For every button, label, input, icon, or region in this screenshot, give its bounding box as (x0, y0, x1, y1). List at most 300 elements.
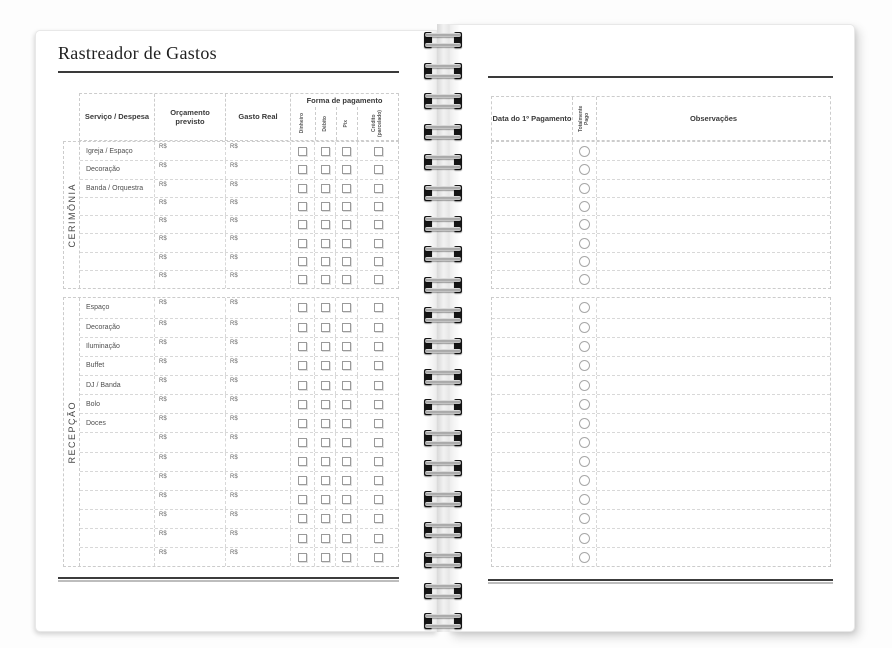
payment-cell-credito-parcelado (357, 548, 398, 566)
payment-checkbox-dinheiro[interactable] (298, 514, 307, 523)
fully-paid-radio[interactable] (579, 322, 590, 333)
budget-input[interactable] (154, 298, 225, 317)
payment-date-input[interactable] (492, 395, 572, 413)
payment-checkbox-dinheiro[interactable] (298, 303, 307, 312)
payment-checkbox-credito-parcelado[interactable] (374, 457, 383, 466)
payment-cell-credito-parcelado (357, 491, 398, 509)
notes-input[interactable] (596, 319, 830, 337)
ring-wire (425, 533, 461, 537)
table-row (80, 356, 398, 375)
payment-date-input[interactable] (492, 472, 572, 490)
payment-checkbox-credito-parcelado[interactable] (374, 361, 383, 370)
payment-checkbox-debito[interactable] (321, 257, 330, 266)
header-payment-pix (336, 107, 358, 140)
payment-checkbox-debito[interactable] (321, 165, 330, 174)
payment-cell-credito-parcelado (357, 510, 398, 528)
currency-prefix: R$ (230, 218, 238, 225)
header-fully-paid (572, 97, 596, 140)
ring-wire (425, 43, 461, 47)
payment-cell-debito (314, 338, 335, 356)
fully-paid-radio[interactable] (579, 219, 590, 230)
payment-checkbox-pix[interactable] (342, 438, 351, 447)
payment-checkbox-debito[interactable] (321, 184, 330, 193)
actual-expense-input[interactable] (225, 414, 290, 432)
budget-input[interactable] (154, 510, 225, 528)
payment-checkbox-debito[interactable] (321, 534, 330, 543)
actual-expense-input[interactable] (225, 161, 290, 178)
ring-wire (425, 370, 461, 374)
fully-paid-radio[interactable] (579, 475, 590, 486)
payment-checkbox-credito-parcelado[interactable] (374, 147, 383, 156)
payment-checkbox-dinheiro[interactable] (298, 495, 307, 504)
budget-input[interactable] (154, 414, 225, 432)
header-notes: Observações (596, 97, 830, 140)
payment-checkbox-dinheiro[interactable] (298, 342, 307, 351)
payment-cell-debito (314, 271, 335, 288)
table-row (80, 432, 398, 451)
payment-cell-dinheiro (290, 453, 314, 471)
budget-input[interactable] (154, 472, 225, 490)
payment-checkbox-pix[interactable] (342, 457, 351, 466)
notes-input[interactable] (596, 253, 830, 270)
table-row (80, 528, 398, 547)
table-row (80, 298, 398, 317)
payment-checkbox-credito-parcelado[interactable] (374, 438, 383, 447)
currency-prefix: R$ (159, 300, 167, 307)
table-row (80, 490, 398, 509)
payment-checkbox-credito-parcelado[interactable] (374, 220, 383, 229)
notes-input[interactable] (596, 376, 830, 394)
payment-date-input[interactable] (492, 298, 572, 317)
service-label: Espaço (86, 304, 110, 312)
currency-prefix: R$ (159, 254, 167, 261)
payment-checkbox-pix[interactable] (342, 239, 351, 248)
payment-checkbox-pix[interactable] (342, 361, 351, 370)
actual-expense-input[interactable] (225, 234, 290, 251)
budget-input[interactable] (154, 376, 225, 394)
fully-paid-radio[interactable] (579, 256, 590, 267)
actual-expense-input[interactable] (225, 253, 290, 270)
fully-paid-radio[interactable] (579, 380, 590, 391)
payment-checkbox-dinheiro[interactable] (298, 400, 307, 409)
currency-prefix: R$ (159, 473, 167, 480)
payment-checkbox-pix[interactable] (342, 553, 351, 562)
notes-input[interactable] (596, 161, 830, 178)
notes-input[interactable] (596, 357, 830, 375)
budget-input[interactable] (154, 253, 225, 270)
payment-checkbox-credito-parcelado[interactable] (374, 495, 383, 504)
payment-checkbox-pix[interactable] (342, 184, 351, 193)
fully-paid-radio[interactable] (579, 494, 590, 505)
budget-input[interactable] (154, 319, 225, 337)
fully-paid-radio[interactable] (579, 238, 590, 249)
payment-checkbox-dinheiro[interactable] (298, 165, 307, 174)
payment-checkbox-debito[interactable] (321, 239, 330, 248)
table-row (492, 471, 830, 490)
payment-cell-debito (314, 548, 335, 566)
currency-prefix: R$ (159, 492, 167, 499)
payment-cell-credito-parcelado (357, 142, 398, 160)
payment-date-input[interactable] (492, 180, 572, 197)
payment-checkbox-pix[interactable] (342, 303, 351, 312)
payment-checkbox-pix[interactable] (342, 419, 351, 428)
payment-checkbox-debito[interactable] (321, 275, 330, 284)
fully-paid-radio[interactable] (579, 201, 590, 212)
payment-checkbox-debito[interactable] (321, 457, 330, 466)
notes-input[interactable] (596, 271, 830, 288)
notes-input[interactable] (596, 433, 830, 451)
payment-checkbox-pix[interactable] (342, 495, 351, 504)
payment-cell-dinheiro (290, 319, 314, 337)
payment-checkbox-debito[interactable] (321, 147, 330, 156)
payment-checkbox-dinheiro[interactable] (298, 257, 307, 266)
payment-date-input[interactable] (492, 338, 572, 356)
actual-expense-input[interactable] (225, 491, 290, 509)
budget-input[interactable] (154, 142, 225, 160)
currency-prefix: R$ (230, 181, 238, 188)
payment-checkbox-debito[interactable] (321, 202, 330, 211)
actual-expense-input[interactable] (225, 395, 290, 413)
payment-date-input[interactable] (492, 216, 572, 233)
payment-checkbox-dinheiro[interactable] (298, 202, 307, 211)
payment-date-input[interactable] (492, 453, 572, 471)
payment-cell-dinheiro (290, 414, 314, 432)
ring-wire (425, 33, 461, 37)
payment-tracking-table (491, 96, 831, 567)
binder-ring (424, 185, 462, 201)
actual-expense-input[interactable] (225, 271, 290, 288)
ring-wire (425, 523, 461, 527)
payment-checkbox-debito[interactable] (321, 495, 330, 504)
payment-checkbox-debito[interactable] (321, 419, 330, 428)
payment-checkbox-dinheiro[interactable] (298, 220, 307, 229)
payment-checkbox-credito-parcelado[interactable] (374, 342, 383, 351)
ring-wire (425, 74, 461, 78)
budget-input[interactable] (154, 161, 225, 178)
table-row (492, 452, 830, 471)
budget-input[interactable] (154, 216, 225, 233)
notes-input[interactable] (596, 453, 830, 471)
fully-paid-cell (572, 180, 596, 197)
payment-checkbox-credito-parcelado[interactable] (374, 323, 383, 332)
payment-checkbox-credito-parcelado[interactable] (374, 202, 383, 211)
ring-wire (425, 318, 461, 322)
budget-input[interactable] (154, 529, 225, 547)
fully-paid-cell (572, 271, 596, 288)
payment-cell-credito-parcelado (357, 529, 398, 547)
budget-input[interactable] (154, 548, 225, 566)
fully-paid-cell (572, 298, 596, 317)
service-label (80, 271, 154, 288)
payment-cell-pix (335, 548, 357, 566)
payment-cell-credito-parcelado (357, 376, 398, 394)
notes-input[interactable] (596, 216, 830, 233)
budget-input[interactable] (154, 395, 225, 413)
section-rows (80, 142, 398, 288)
header-payment-cash-label: Dinheiro (299, 113, 305, 134)
payment-checkbox-dinheiro[interactable] (298, 323, 307, 332)
fully-paid-radio[interactable] (579, 456, 590, 467)
notes-input[interactable] (596, 529, 830, 547)
payment-checkbox-debito[interactable] (321, 553, 330, 562)
payment-checkbox-debito[interactable] (321, 323, 330, 332)
payment-checkbox-dinheiro[interactable] (298, 476, 307, 485)
payment-checkbox-pix[interactable] (342, 381, 351, 390)
payment-date-input[interactable] (492, 319, 572, 337)
fully-paid-radio[interactable] (579, 437, 590, 448)
actual-expense-input[interactable] (225, 548, 290, 566)
payment-checkbox-dinheiro[interactable] (298, 534, 307, 543)
payment-date-input[interactable] (492, 161, 572, 178)
payment-cell-debito (314, 253, 335, 270)
notes-input[interactable] (596, 414, 830, 432)
fully-paid-radio[interactable] (579, 418, 590, 429)
payment-checkbox-pix[interactable] (342, 202, 351, 211)
binder-ring (424, 522, 462, 538)
payment-checkbox-pix[interactable] (342, 220, 351, 229)
payment-checkbox-dinheiro[interactable] (298, 239, 307, 248)
budget-input[interactable] (154, 453, 225, 471)
payment-checkbox-dinheiro[interactable] (298, 381, 307, 390)
payment-checkbox-dinheiro[interactable] (298, 147, 307, 156)
notes-input[interactable] (596, 491, 830, 509)
payment-checkbox-debito[interactable] (321, 514, 330, 523)
payment-date-input[interactable] (492, 357, 572, 375)
payment-cell-dinheiro (290, 491, 314, 509)
page-title: Rastreador de Gastos (58, 43, 217, 63)
payment-checkbox-debito[interactable] (321, 303, 330, 312)
payment-checkbox-debito[interactable] (321, 476, 330, 485)
payment-date-input[interactable] (492, 376, 572, 394)
payment-cell-debito (314, 433, 335, 451)
actual-expense-input[interactable] (225, 472, 290, 490)
notes-input[interactable] (596, 234, 830, 251)
payment-date-input[interactable] (492, 433, 572, 451)
fully-paid-radio[interactable] (579, 164, 590, 175)
fully-paid-radio[interactable] (579, 360, 590, 371)
notes-input[interactable] (596, 338, 830, 356)
table-row (80, 215, 398, 233)
payment-checkbox-dinheiro[interactable] (298, 457, 307, 466)
binder-ring (424, 430, 462, 446)
payment-date-input[interactable] (492, 529, 572, 547)
table-row (492, 142, 830, 160)
payment-checkbox-dinheiro[interactable] (298, 419, 307, 428)
payment-checkbox-dinheiro[interactable] (298, 275, 307, 284)
payment-checkbox-pix[interactable] (342, 534, 351, 543)
ring-wire (425, 410, 461, 414)
payment-date-input[interactable] (492, 510, 572, 528)
ring-wire (425, 257, 461, 261)
actual-expense-input[interactable] (225, 529, 290, 547)
fully-paid-radio[interactable] (579, 552, 590, 563)
payment-cell-pix (335, 161, 357, 178)
fully-paid-radio[interactable] (579, 533, 590, 544)
actual-expense-input[interactable] (225, 198, 290, 215)
payment-cell-dinheiro (290, 298, 314, 317)
actual-expense-input[interactable] (225, 357, 290, 375)
payment-checkbox-pix[interactable] (342, 476, 351, 485)
payment-checkbox-credito-parcelado[interactable] (374, 400, 383, 409)
ring-wire (425, 431, 461, 435)
payment-cell-pix (335, 338, 357, 356)
ring-wire (425, 380, 461, 384)
payment-checkbox-debito[interactable] (321, 381, 330, 390)
service-label (80, 198, 154, 215)
budget-input[interactable] (154, 271, 225, 288)
actual-expense-input[interactable] (225, 376, 290, 394)
payment-cell-dinheiro (290, 253, 314, 270)
payment-checkbox-credito-parcelado[interactable] (374, 534, 383, 543)
notes-input[interactable] (596, 548, 830, 566)
payment-cell-credito-parcelado (357, 338, 398, 356)
payment-checkbox-debito[interactable] (321, 361, 330, 370)
notes-input[interactable] (596, 298, 830, 317)
budget-input[interactable] (154, 198, 225, 215)
payment-date-input[interactable] (492, 198, 572, 215)
actual-expense-input[interactable] (225, 180, 290, 197)
ring-wire (425, 155, 461, 159)
payment-date-input[interactable] (492, 271, 572, 288)
payment-date-input[interactable] (492, 548, 572, 566)
currency-prefix: R$ (159, 339, 167, 346)
fully-paid-radio[interactable] (579, 146, 590, 157)
actual-expense-input[interactable] (225, 142, 290, 160)
payment-cell-debito (314, 180, 335, 197)
fully-paid-cell (572, 529, 596, 547)
payment-cell-debito (314, 414, 335, 432)
table-row (492, 215, 830, 233)
budget-input[interactable] (154, 338, 225, 356)
payment-checkbox-credito-parcelado[interactable] (374, 257, 383, 266)
payment-checkbox-pix[interactable] (342, 514, 351, 523)
actual-expense-input[interactable] (225, 510, 290, 528)
payment-checkbox-credito-parcelado[interactable] (374, 275, 383, 284)
payment-checkbox-pix[interactable] (342, 400, 351, 409)
payment-cell-debito (314, 491, 335, 509)
fully-paid-cell (572, 510, 596, 528)
budget-input[interactable] (154, 180, 225, 197)
budget-input[interactable] (154, 234, 225, 251)
actual-expense-input[interactable] (225, 338, 290, 356)
payment-checkbox-credito-parcelado[interactable] (374, 419, 383, 428)
payment-checkbox-debito[interactable] (321, 400, 330, 409)
payment-date-input[interactable] (492, 414, 572, 432)
table-row (80, 471, 398, 490)
binder-ring (424, 552, 462, 568)
service-label: Bolo (86, 400, 101, 408)
payment-checkbox-pix[interactable] (342, 275, 351, 284)
ring-wire (425, 614, 461, 618)
actual-expense-input[interactable] (225, 216, 290, 233)
actual-expense-input[interactable] (225, 453, 290, 471)
payment-checkbox-credito-parcelado[interactable] (374, 184, 383, 193)
notes-input[interactable] (596, 395, 830, 413)
table-row (492, 413, 830, 432)
service-label (80, 510, 154, 528)
fully-paid-cell (572, 472, 596, 490)
notes-input[interactable] (596, 510, 830, 528)
actual-expense-input[interactable] (225, 319, 290, 337)
payment-checkbox-credito-parcelado[interactable] (374, 165, 383, 174)
payment-checkbox-pix[interactable] (342, 323, 351, 332)
binder-ring (424, 93, 462, 109)
actual-expense-input[interactable] (225, 433, 290, 451)
payment-checkbox-pix[interactable] (342, 342, 351, 351)
payment-cell-pix (335, 253, 357, 270)
payment-checkbox-credito-parcelado[interactable] (374, 381, 383, 390)
notes-input[interactable] (596, 142, 830, 160)
fully-paid-cell (572, 234, 596, 251)
currency-prefix: R$ (230, 511, 238, 518)
payment-date-input[interactable] (492, 142, 572, 160)
binder-ring (424, 307, 462, 323)
binder-ring (424, 460, 462, 476)
section-recepcao (63, 297, 399, 567)
payment-cell-pix (335, 510, 357, 528)
fully-paid-radio[interactable] (579, 513, 590, 524)
notes-input[interactable] (596, 472, 830, 490)
fully-paid-radio[interactable] (579, 302, 590, 313)
budget-input[interactable] (154, 433, 225, 451)
fully-paid-radio[interactable] (579, 274, 590, 285)
notes-input[interactable] (596, 198, 830, 215)
budget-input[interactable] (154, 491, 225, 509)
budget-input[interactable] (154, 357, 225, 375)
payment-date-input[interactable] (492, 491, 572, 509)
payment-checkbox-dinheiro[interactable] (298, 553, 307, 562)
currency-prefix: R$ (159, 199, 167, 206)
payment-table-header (491, 96, 831, 141)
payment-cell-credito-parcelado (357, 271, 398, 288)
table-row (492, 394, 830, 413)
payment-cell-dinheiro (290, 161, 314, 178)
fully-paid-radio[interactable] (579, 183, 590, 194)
payment-date-input[interactable] (492, 234, 572, 251)
table-row (80, 318, 398, 337)
payment-checkbox-pix[interactable] (342, 257, 351, 266)
binder-ring (424, 613, 462, 629)
payment-checkbox-credito-parcelado[interactable] (374, 553, 383, 562)
payment-checkbox-pix[interactable] (342, 147, 351, 156)
currency-prefix: R$ (159, 181, 167, 188)
notes-input[interactable] (596, 180, 830, 197)
payment-checkbox-debito[interactable] (321, 438, 330, 447)
payment-checkbox-credito-parcelado[interactable] (374, 514, 383, 523)
currency-prefix: R$ (230, 199, 238, 206)
ring-wire (425, 594, 461, 598)
currency-prefix: R$ (159, 320, 167, 327)
currency-prefix: R$ (159, 550, 167, 557)
fully-paid-radio[interactable] (579, 399, 590, 410)
table-row (80, 142, 398, 160)
payment-cell-credito-parcelado (357, 433, 398, 451)
payment-checkbox-dinheiro[interactable] (298, 361, 307, 370)
payment-checkbox-debito[interactable] (321, 342, 330, 351)
payment-checkbox-credito-parcelado[interactable] (374, 239, 383, 248)
payment-date-input[interactable] (492, 253, 572, 270)
payment-checkbox-credito-parcelado[interactable] (374, 303, 383, 312)
payment-checkbox-dinheiro[interactable] (298, 438, 307, 447)
currency-prefix: R$ (230, 377, 238, 384)
fully-paid-radio[interactable] (579, 341, 590, 352)
actual-expense-input[interactable] (225, 298, 290, 317)
payment-checkbox-credito-parcelado[interactable] (374, 476, 383, 485)
payment-checkbox-dinheiro[interactable] (298, 184, 307, 193)
payment-checkbox-pix[interactable] (342, 165, 351, 174)
ring-wire (425, 165, 461, 169)
payment-checkbox-debito[interactable] (321, 220, 330, 229)
